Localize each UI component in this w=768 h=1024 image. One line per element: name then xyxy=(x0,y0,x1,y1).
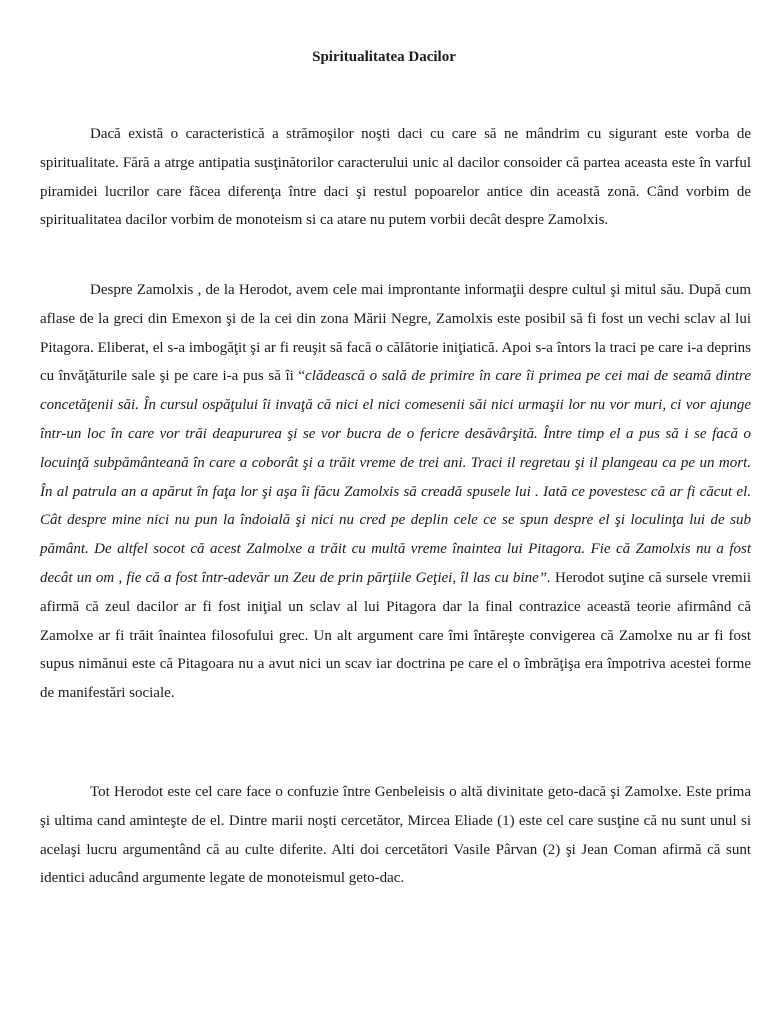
paragraph-intro: Dacă există o caracteristică a strămoşilor noşti daci cu care să ne mândrim cu sigurant este vorba de spiritualitate. Fără a atrge antipatia susţinătorilor caracterului unic al dacilor consoider că partea aceasta este în varful piramidei lucrilor care fãcea diferenţa între daci şi restul popoarelor antice din această zonă. Când vorbim de spiritualitatea dacilor vorbim de monoteism si ca atare nu putem vorbii decât despre Zamolxis. xyxy=(40,126,751,229)
herodot-quote: clădească o sală de primire în care îi primea pe cei mai de seamă dintre concetăţenii săi. În cursul ospăţului îi invaţă că nici el nici comesenii săi nici urmaşii lor nu vor muri, ci vor ajunge într-un loc în care vor trăi deapururea şi se vor bucra de o fericre desăvârşită. Între timp el a pus să i se facă o locuinţă subpământeană în care a coborât şi a trăit vreme de trei ani. Traci il regretau şi il plangeau ca pe un mort. În al patrula an a apărut în faţa lor şi aşa îi făcu Zamolxis să creadă spusele lui . Iată ce povestesc că ar fi căcut el. Cât despre mine nici nu pun la îndoială şi nici nu cred pe deplin cele ce se spun despre el şi loculinţa lui de sub pământ. De altfel socot că acest Zalmolxe a trăit cu multă vreme înaintea lui Pitagora. Fie că Zamolxis nu a fost decât un om , fie că a fost într-adevăr un Zeu de prin părţiile Geţiei, îl las cu bine”. xyxy=(40,368,752,586)
paragraph-genbeleisis: Tot Herodot este cel care face o confuzie între Genbeleisis o altă divinitate geto-dacă şi Zamolxe. Este prima şi ultima cand aminteşte de el. Dintre marii noşti cercetător, Mircea Eliade (1) este cel care susţine că nu sunt unul si acelaşi lucru argumentând că au culte diferite. Alti doi cercetători Vasile Pârvan (2) şi Jean Coman afirmă că sunt identici aducând argumente legate de monoteismul geto-dac. xyxy=(40,784,751,887)
paragraph-closing-text: Herodot suţine că sursele vremii afirmă că zeul dacilor ar fi fost iniţial un sclav al lui Pitagora dar la final contrazice această teorie afirmând că Zamolxe ar fi trăit înaintea filosofului grec. Un alt argument care îmi întăreşte convigerea că Zamolxe nu ar fi fost supus nimănui este că Pitagoara nu a avut nici un scav iar doctrina pe care el o îmbrăţişa era împotriva acestei forme de manifestări sociale. xyxy=(40,569,751,702)
paragraph-herodot-zamolxis xyxy=(40,276,751,708)
paragraph-lead-text: Despre Zamolxis , de la Herodot, avem cele mai improntante informaţii despre cultul şi mitul său. După cum aflase de la greci din Emexon şi de la cei din zona Mării Negre, Zamolxis este posibil să fi fost un vechi sclav al lui Pitagora. Eliberat, el s-a imbogăţit şi ar fi reuşit să facă o călătorie iniţiatică. Apoi s-a întors la traci pe care i-a deprins cu învăţăturile sale şi pe care i-a pus să îi “ xyxy=(40,282,751,385)
document-title: Spiritualitatea Dacilor xyxy=(312,49,456,65)
